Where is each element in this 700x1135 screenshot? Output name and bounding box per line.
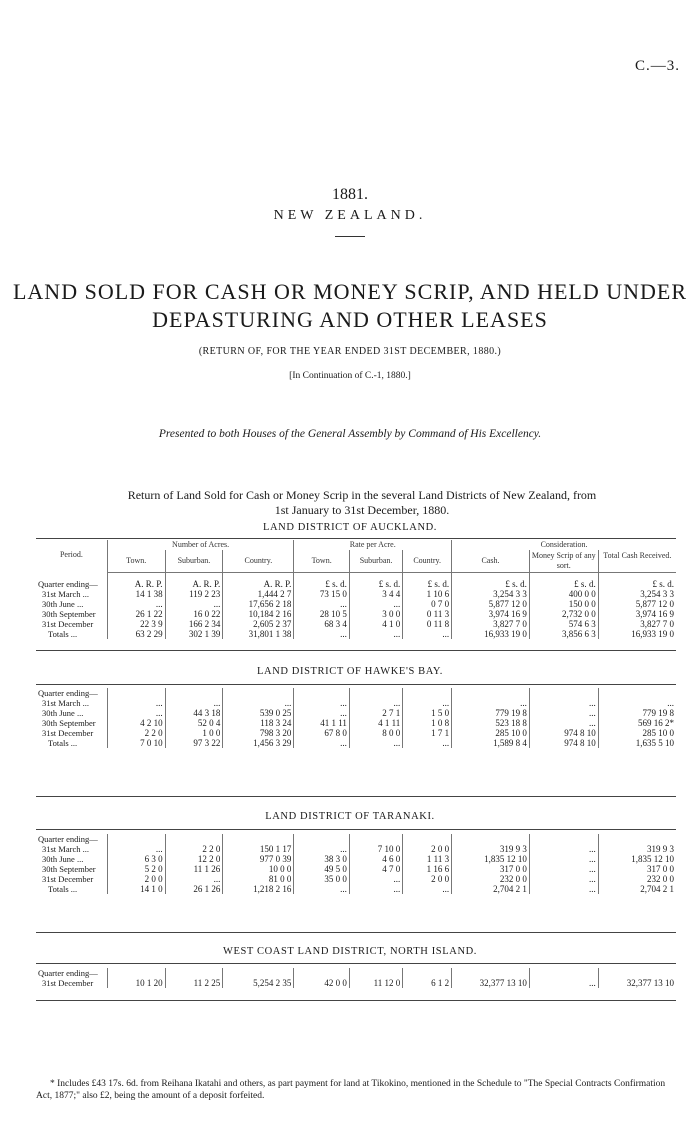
money-scrip-cell: 3,856 6 3 bbox=[529, 629, 598, 639]
country-rate-cell: 1 0 8 bbox=[403, 718, 452, 728]
lsd-header: £ s. d. bbox=[294, 573, 350, 590]
money-scrip-cell: ... bbox=[529, 874, 598, 884]
town-acres-cell: 26 1 22 bbox=[107, 609, 165, 619]
table-row bbox=[36, 619, 676, 629]
town-acres-cell: ... bbox=[107, 599, 165, 609]
period-cell: 31st December bbox=[36, 619, 107, 629]
cash-cell: 779 19 8 bbox=[452, 708, 530, 718]
country-rate-cell: 1 10 6 bbox=[403, 589, 452, 599]
cash-cell: 5,877 12 0 bbox=[452, 599, 530, 609]
cash-cell: 3,974 16 9 bbox=[452, 609, 530, 619]
table-bottom-rule bbox=[36, 932, 676, 933]
col-town-rate: Town. bbox=[294, 550, 350, 573]
money-scrip-cell: ... bbox=[529, 708, 598, 718]
cash-cell: 1,589 8 4 bbox=[452, 738, 530, 748]
suburban-acres-cell: ... bbox=[165, 874, 223, 884]
cash-cell: 319 9 3 bbox=[452, 844, 530, 854]
money-scrip-cell: 2,732 0 0 bbox=[529, 609, 598, 619]
lsd-header: £ s. d. bbox=[452, 573, 530, 590]
col-total-cash: Total Cash Received. bbox=[598, 550, 676, 573]
table-bottom-rule bbox=[36, 650, 676, 651]
total-cash-cell: 3,254 3 3 bbox=[640, 589, 674, 599]
suburban-acres-cell: 26 1 26 bbox=[165, 884, 223, 894]
town-rate-cell: ... bbox=[294, 708, 350, 718]
suburban-rate-cell: ... bbox=[349, 874, 402, 884]
col-suburban-rate: Suburban. bbox=[349, 550, 402, 573]
totals-row bbox=[36, 738, 676, 748]
town-rate-cell: 73 15 0 bbox=[294, 589, 350, 599]
suburban-rate-cell: ... bbox=[349, 599, 402, 609]
footnote: * Includes £43 17s. 6d. from Reihana Ikatahi and others, as part payment for land at Tikokino, mentioned in the Schedule to "The Special Contracts Confirmation Act, 1877;" also £2, being the amount of a deposit forfeited. bbox=[36, 1079, 666, 1101]
lsd-header: £ s. d. bbox=[349, 573, 402, 590]
suburban-rate-cell: 3 0 0 bbox=[349, 609, 402, 619]
country-acres-cell: 539 0 25 bbox=[223, 708, 294, 718]
quarter-ending-label: Quarter ending— bbox=[36, 968, 107, 978]
town-acres-cell: 14 1 0 bbox=[107, 884, 165, 894]
country-acres-cell: 798 3 20 bbox=[223, 728, 294, 738]
town-acres-cell: 6 3 0 bbox=[107, 854, 165, 864]
money-scrip-cell: ... bbox=[529, 718, 598, 728]
country-rate-cell: ... bbox=[403, 698, 452, 708]
money-scrip-cell: ... bbox=[529, 698, 598, 708]
table-row bbox=[36, 589, 676, 599]
town-rate-cell: 42 0 0 bbox=[294, 978, 350, 988]
table-row bbox=[36, 609, 676, 619]
period-cell: 30th June ... bbox=[36, 599, 107, 609]
period-cell: 31st March ... bbox=[36, 589, 107, 599]
money-scrip-cell: ... bbox=[529, 844, 598, 854]
money-scrip-cell: ... bbox=[529, 864, 598, 874]
suburban-rate-cell: 2 7 1 bbox=[349, 708, 402, 718]
town-acres-cell: 2 2 0 bbox=[107, 728, 165, 738]
town-acres-cell: 2 0 0 bbox=[107, 874, 165, 884]
table-bottom-rule bbox=[36, 1000, 676, 1001]
table-top-rule bbox=[36, 829, 676, 830]
totals-row bbox=[36, 629, 676, 639]
table-row bbox=[36, 864, 676, 874]
suburban-acres-cell: 119 2 23 bbox=[165, 589, 223, 599]
cash-cell: 16,933 19 0 bbox=[452, 629, 530, 639]
suburban-acres-cell: 1 0 0 bbox=[165, 728, 223, 738]
cash-cell: 1,835 12 10 bbox=[452, 854, 530, 864]
suburban-rate-cell: 7 10 0 bbox=[349, 844, 402, 854]
total-cash-cell: 232 0 0 bbox=[647, 874, 674, 884]
suburban-acres-cell: 52 0 4 bbox=[165, 718, 223, 728]
money-scrip-cell: 974 8 10 bbox=[529, 738, 598, 748]
district-heading-west-coast: WEST COAST LAND DISTRICT, NORTH ISLAND. bbox=[222, 946, 478, 957]
presented-note: Presented to both Houses of the General Assembly by Command of His Excellency. bbox=[158, 428, 542, 440]
country-acres-cell: 10,184 2 16 bbox=[223, 609, 294, 619]
money-scrip-cell: ... bbox=[529, 884, 598, 894]
country-acres-cell: 5,254 2 35 bbox=[223, 978, 294, 988]
town-rate-cell: 41 1 11 bbox=[294, 718, 350, 728]
quarter-ending-label: Quarter ending— bbox=[36, 834, 107, 844]
table-row bbox=[36, 728, 676, 738]
arp-header: A. R. P. bbox=[107, 573, 165, 590]
suburban-acres-cell: 166 2 34 bbox=[165, 619, 223, 629]
district-heading-hawkes-bay: LAND DISTRICT OF HAWKE'S BAY. bbox=[257, 666, 443, 677]
money-scrip-cell: ... bbox=[529, 978, 598, 988]
arp-header: A. R. P. bbox=[165, 573, 223, 590]
country-acres-cell: ... bbox=[223, 698, 294, 708]
money-scrip-cell: 574 6 3 bbox=[529, 619, 598, 629]
town-acres-cell: 4 2 10 bbox=[107, 718, 165, 728]
country-rate-cell: 2 0 0 bbox=[403, 844, 452, 854]
document-title-line2: DEPASTURING AND OTHER LEASES bbox=[152, 307, 548, 332]
money-scrip-cell: 150 0 0 bbox=[529, 599, 598, 609]
cash-cell: 232 0 0 bbox=[452, 874, 530, 884]
period-cell: 31st March ... bbox=[36, 698, 107, 708]
town-rate-cell: 35 0 0 bbox=[294, 874, 350, 884]
suburban-acres-cell: 302 1 39 bbox=[165, 629, 223, 639]
totals-row bbox=[36, 884, 676, 894]
col-number-of-acres: Number of Acres. bbox=[107, 540, 294, 550]
country-acres-cell: 150 1 17 bbox=[223, 844, 294, 854]
document-year: 1881. bbox=[332, 186, 368, 203]
period-cell: 30th September bbox=[36, 609, 107, 619]
col-consideration: Consideration. bbox=[540, 540, 588, 549]
cash-cell: 32,377 13 10 bbox=[452, 978, 530, 988]
table-bottom-rule bbox=[36, 796, 676, 797]
quarter-ending-label: Quarter ending— bbox=[36, 573, 107, 590]
period-cell: Totals ... bbox=[36, 738, 107, 748]
country-rate-cell: 1 11 3 bbox=[403, 854, 452, 864]
period-cell: Totals ... bbox=[36, 629, 107, 639]
period-cell: 30th June ... bbox=[36, 854, 107, 864]
col-suburban-acres: Suburban. bbox=[165, 550, 223, 573]
district-heading-auckland: LAND DISTRICT OF AUCKLAND. bbox=[262, 522, 438, 533]
total-cash-cell: 3,827 7 0 bbox=[640, 619, 674, 629]
suburban-rate-cell: ... bbox=[349, 884, 402, 894]
period-cell: 31st March ... bbox=[36, 844, 107, 854]
lsd-header: £ s. d. bbox=[529, 573, 598, 590]
town-acres-cell: 5 2 0 bbox=[107, 864, 165, 874]
suburban-acres-cell: 44 3 18 bbox=[165, 708, 223, 718]
total-cash-cell: 3,974 16 9 bbox=[635, 609, 674, 619]
town-rate-cell: ... bbox=[294, 698, 350, 708]
town-rate-cell: ... bbox=[294, 738, 350, 748]
country-rate-cell: ... bbox=[403, 629, 452, 639]
table-row bbox=[36, 708, 676, 718]
town-acres-cell: ... bbox=[107, 708, 165, 718]
cash-cell: 285 10 0 bbox=[452, 728, 530, 738]
town-rate-cell: ... bbox=[294, 599, 350, 609]
col-rate-per-acre: Rate per Acre. bbox=[294, 540, 452, 550]
document-reference: C.—3. bbox=[634, 58, 680, 74]
table-row bbox=[36, 599, 676, 609]
total-cash-cell: 2,704 2 1 bbox=[640, 884, 674, 894]
col-country-rate: Country. bbox=[403, 550, 452, 573]
suburban-acres-cell: 11 1 26 bbox=[165, 864, 223, 874]
suburban-rate-cell: ... bbox=[349, 738, 402, 748]
town-acres-cell: 7 0 10 bbox=[107, 738, 165, 748]
town-rate-cell: 28 10 5 bbox=[294, 609, 350, 619]
total-cash-cell: 285 10 0 bbox=[642, 728, 674, 738]
country-rate-cell: ... bbox=[403, 738, 452, 748]
country-acres-cell: 2,605 2 37 bbox=[223, 619, 294, 629]
suburban-rate-cell: 4 6 0 bbox=[349, 854, 402, 864]
country-acres-cell: 1,456 3 29 bbox=[223, 738, 294, 748]
period-cell: 30th September bbox=[36, 718, 107, 728]
town-rate-cell: 49 5 0 bbox=[294, 864, 350, 874]
period-cell: 30th September bbox=[36, 864, 107, 874]
country-rate-cell: 0 7 0 bbox=[403, 599, 452, 609]
table-top-rule bbox=[36, 963, 676, 964]
country-acres-cell: 10 0 0 bbox=[223, 864, 294, 874]
cash-cell: 2,704 2 1 bbox=[452, 884, 530, 894]
return-intro bbox=[62, 488, 662, 518]
country-rate-cell: 1 7 1 bbox=[403, 728, 452, 738]
country-acres-cell: 1,218 2 16 bbox=[223, 884, 294, 894]
suburban-rate-cell: 8 0 0 bbox=[349, 728, 402, 738]
country-rate-cell: 1 16 6 bbox=[403, 864, 452, 874]
table-row bbox=[36, 978, 676, 988]
town-rate-cell: ... bbox=[294, 629, 350, 639]
country-rate-cell: 0 11 3 bbox=[403, 609, 452, 619]
west-coast-table bbox=[36, 968, 676, 988]
period-cell: Totals ... bbox=[36, 884, 107, 894]
total-cash-cell: 32,377 13 10 bbox=[626, 978, 674, 988]
money-scrip-cell: 974 8 10 bbox=[529, 728, 598, 738]
suburban-rate-cell: 4 1 11 bbox=[349, 718, 402, 728]
cash-cell: 523 18 8 bbox=[452, 718, 530, 728]
total-cash-cell: 16,933 19 0 bbox=[631, 629, 674, 639]
cash-cell: 3,827 7 0 bbox=[452, 619, 530, 629]
total-cash-cell: 5,877 12 0 bbox=[635, 599, 674, 609]
suburban-rate-cell: 4 7 0 bbox=[349, 864, 402, 874]
town-rate-cell: ... bbox=[294, 884, 350, 894]
town-rate-cell: 67 8 0 bbox=[294, 728, 350, 738]
town-rate-cell: 68 3 4 bbox=[294, 619, 350, 629]
town-acres-cell: ... bbox=[107, 698, 165, 708]
table-row bbox=[36, 698, 676, 708]
auckland-table bbox=[36, 540, 676, 639]
country-acres-cell: 31,801 1 38 bbox=[223, 629, 294, 639]
country-acres-cell: 1,444 2 7 bbox=[223, 589, 294, 599]
country-acres-cell: 17,656 2 18 bbox=[223, 599, 294, 609]
country-rate-cell: 0 11 8 bbox=[403, 619, 452, 629]
suburban-rate-cell: 4 1 0 bbox=[349, 619, 402, 629]
quarter-ending-label: Quarter ending— bbox=[36, 688, 107, 698]
district-heading-taranaki: LAND DISTRICT OF TARANAKI. bbox=[265, 811, 435, 822]
table-row bbox=[36, 718, 676, 728]
suburban-acres-cell: 11 2 25 bbox=[165, 978, 223, 988]
table-top-rule bbox=[36, 538, 676, 539]
total-cash-cell: ... bbox=[667, 698, 674, 708]
town-acres-cell: ... bbox=[107, 844, 165, 854]
money-scrip-cell: ... bbox=[529, 854, 598, 864]
money-scrip-cell: 400 0 0 bbox=[529, 589, 598, 599]
suburban-acres-cell: ... bbox=[165, 698, 223, 708]
country-acres-cell: 118 3 24 bbox=[223, 718, 294, 728]
taranaki-table bbox=[36, 834, 676, 894]
town-rate-cell: ... bbox=[294, 844, 350, 854]
period-cell: 30th June ... bbox=[36, 708, 107, 718]
col-period: Period. bbox=[36, 540, 107, 573]
suburban-acres-cell: ... bbox=[165, 599, 223, 609]
suburban-acres-cell: 16 0 22 bbox=[165, 609, 223, 619]
country-rate-cell: ... bbox=[403, 884, 452, 894]
town-rate-cell: 38 3 0 bbox=[294, 854, 350, 864]
period-cell: 31st December bbox=[36, 978, 107, 988]
table-top-rule bbox=[36, 684, 676, 685]
country-rate-cell: 6 1 2 bbox=[403, 978, 452, 988]
total-cash-cell: 569 16 2* bbox=[638, 718, 674, 728]
town-acres-cell: 63 2 29 bbox=[107, 629, 165, 639]
suburban-acres-cell: 12 2 0 bbox=[165, 854, 223, 864]
col-town-acres: Town. bbox=[107, 550, 165, 573]
suburban-acres-cell: 97 3 22 bbox=[165, 738, 223, 748]
total-cash-cell: 1,635 5 10 bbox=[635, 738, 674, 748]
continuation-note: [In Continuation of C.-1, 1880.] bbox=[289, 371, 411, 381]
total-cash-cell: 317 0 0 bbox=[647, 864, 674, 874]
suburban-rate-cell: 11 12 0 bbox=[349, 978, 402, 988]
country-rate-cell: 1 5 0 bbox=[403, 708, 452, 718]
suburban-rate-cell: ... bbox=[349, 698, 402, 708]
return-intro-line1: Return of Land Sold for Cash or Money Scrip in the several Land Districts of New Zealand, from bbox=[127, 488, 597, 502]
town-acres-cell: 14 1 38 bbox=[107, 589, 165, 599]
col-money-scrip: Money Scrip of any sort. bbox=[529, 550, 598, 573]
col-country-acres: Country. bbox=[223, 550, 294, 573]
country-acres-cell: 81 0 0 bbox=[223, 874, 294, 884]
cash-cell: ... bbox=[452, 698, 530, 708]
hawkes-bay-table bbox=[36, 688, 676, 748]
suburban-acres-cell: 2 2 0 bbox=[165, 844, 223, 854]
period-cell: 31st December bbox=[36, 728, 107, 738]
arp-header: A. R. P. bbox=[223, 573, 294, 590]
title-divider bbox=[335, 236, 365, 237]
cash-cell: 3,254 3 3 bbox=[452, 589, 530, 599]
town-acres-cell: 10 1 20 bbox=[107, 978, 165, 988]
lsd-header: £ s. d. bbox=[403, 573, 452, 590]
table-row bbox=[36, 874, 676, 884]
total-cash-cell: 1,835 12 10 bbox=[631, 854, 674, 864]
suburban-rate-cell: 3 4 4 bbox=[349, 589, 402, 599]
country-rate-cell: 2 0 0 bbox=[403, 874, 452, 884]
return-intro-line2: 1st January to 31st December, 1880. bbox=[274, 503, 450, 517]
table-row bbox=[36, 854, 676, 864]
total-cash-cell: 779 19 8 bbox=[642, 708, 674, 718]
document-country: NEW ZEALAND. bbox=[273, 208, 427, 223]
country-acres-cell: 977 0 39 bbox=[223, 854, 294, 864]
document-subtitle: (RETURN OF, FOR THE YEAR ENDED 31ST DECEMBER, 1880.) bbox=[198, 346, 502, 357]
town-acres-cell: 22 3 9 bbox=[107, 619, 165, 629]
period-cell: 31st December bbox=[36, 874, 107, 884]
suburban-rate-cell: ... bbox=[349, 629, 402, 639]
cash-cell: 317 0 0 bbox=[452, 864, 530, 874]
lsd-header: £ s. d. bbox=[652, 579, 674, 589]
document-title-line1: LAND SOLD FOR CASH OR MONEY SCRIP, AND HELD UNDER bbox=[12, 279, 688, 304]
col-cash: Cash. bbox=[452, 550, 530, 573]
table-row bbox=[36, 844, 676, 854]
total-cash-cell: 319 9 3 bbox=[647, 844, 674, 854]
